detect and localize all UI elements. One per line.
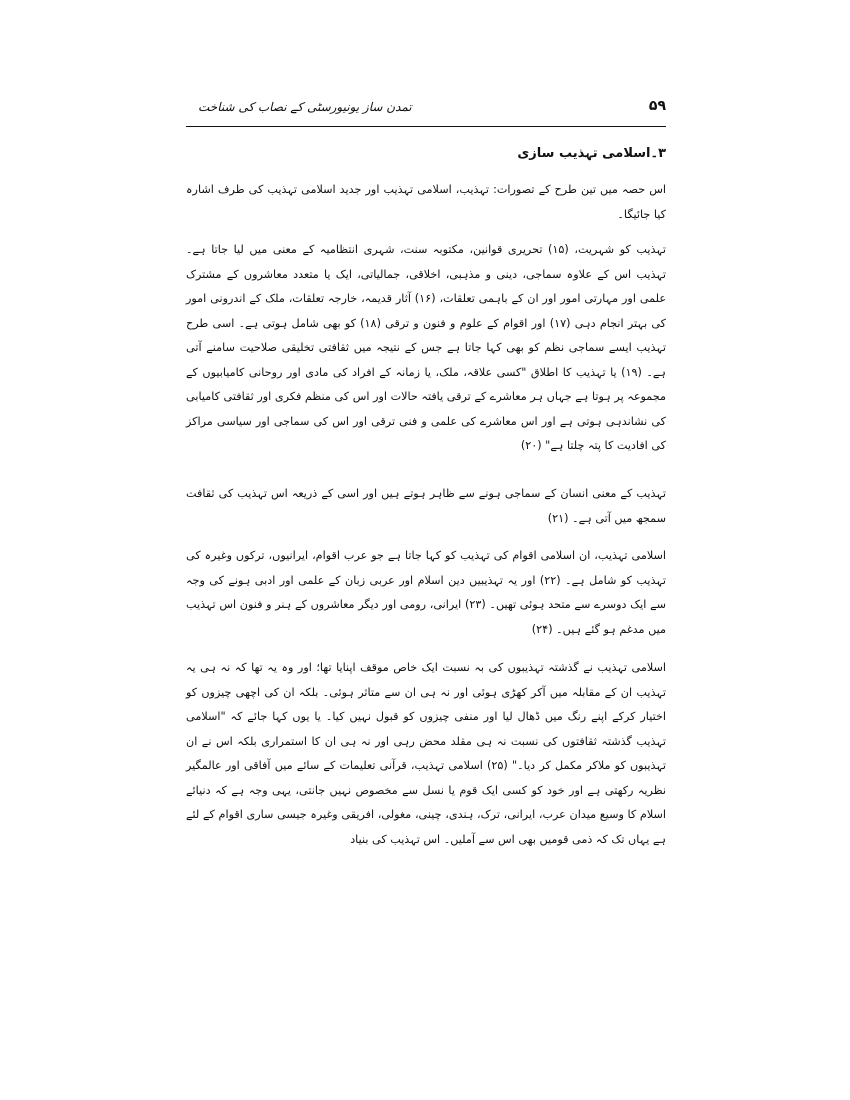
paragraph-islamic-stance: اسلامی تہذیب نے گذشتہ تہذیبوں کی بہ نسبت ایک خاص موقف اپنایا تھا؛ اور وہ یہ تھا کہ نہ ہی یہ تہذیب ان کے مقابلہ میں آکر کھڑی ہوئی اور نہ ہی ان سے متاثر ہوئی۔ بلکہ ان کی اچھی چیزوں کو اختیار کرکے اپنے رنگ میں ڈھال لیا اور منفی چیزوں کو قبول نہیں کیا۔ یا یوں کہا جائے کہ "اسلامی تہذیب گذشتہ ثقافتوں کی نسبت نہ ہی مقلد محض رہی اور نہ ہی ان کا استمراری بلکہ اس نے ان تہذیبوں کو ملاکر مکمل کر دیا۔" (۲۵) اسلامی تہذیب، قرآنی تعلیمات کے سائے میں آفاقی اور عالمگیر نظریہ رکھتی ہے اور خود کو کسی ایک قوم یا نسل سے مخصوص نہیں جانتی، یہی وجہ ہے کہ دنیائے اسلام کا وسیع میدان عرب، ایرانی، ترک، ہندی، چینی، مغولی، افریقی وغیرہ جیسی ساری اقوام کے لئے ہے یہاں تک کہ ذمی قومیں بھی اس سے آملیں۔ اس تہذیب کی بنیاد [186, 661, 666, 846]
running-title: تمدن ساز یونیورسٹی کے نصاب کی شناخت [198, 100, 412, 114]
paragraph-islamic-tahzeeb: اسلامی تہذیب، ان اسلامی اقوام کی تہذیب کو کہا جاتا ہے جو عرب اقوام، ایرانیوں، ترکوں وغیرہ کی تہذیب کو شامل ہے۔ (۲۲) اور یہ تہذیبیں دین اسلام اور عربی زبان کے علمی اور ادبی ہونے کی وجہ سے ایک دوسرے سے متحد ہوئی تھیں۔ (۲۳) ایرانی، رومی اور دیگر معاشروں کے ہنر و فنون اس تہذیب میں مدغم ہو گئے ہیں۔ (۲۴) [186, 549, 666, 636]
running-header [186, 96, 666, 127]
paragraph-tahzeeb-meaning: تہذیب کے معنی انسان کے سماجی ہونے سے ظاہر ہوتے ہیں اور اسی کے ذریعہ اس تہذیب کی ثقافت سمجھ میں آتی ہے۔ (۲۱) [186, 487, 666, 525]
paragraph-tahzeeb-definition: تہذیب کو شہریت، (۱۵) تحریری قوانین، مکتوبہ سنت، شہری انتظامیہ کے معنی میں لیا جاتا ہے۔ تہذیب اس کے علاوہ سماجی، دینی و مذہبی، اخلاقی، جمالیاتی، ایک یا متعدد معاشروں کے مشترک علمی اور مہارتی امور اور ان کے باہمی تعلقات، (۱۶) آثار قدیمہ، خارجہ تعلقات، ملک کے اندرونی امور کی بہتر انجام دہی (۱۷) اور اقوام کے علوم و فنون و ترقی (۱۸) کو بھی شامل ہوتی ہے۔ اسی طرح تہذیب ایسے سماجی نظم کو بھی کہا جاتا ہے جس کے نتیجہ میں ثقافتی تخلیقی صلاحیت سامنے آتی ہے۔ (۱۹) یا تہذیب کا اطلاق "کسی علاقہ، ملک، یا زمانہ کے افراد کی مادی اور روحانی کامیابیوں کے مجموعہ پر ہوتا ہے جہاں ہر معاشرے کے ترقی یافتہ حالات اور اس کی منظم فکری اور ثقافتی کامیابی کی نشاندہی ہوتی ہے اور اس معاشرے کی علمی و فنی ترقی اور اس کی سماجی اور سیاسی مراکز کی افادیت کا پتہ چلتا ہے" (۲۰) [186, 243, 667, 452]
page-number: ۵۹ [648, 98, 666, 114]
paragraph-intro: اس حصہ میں تین طرح کے تصورات: تہذیب، اسلامی تہذیب اور جدید اسلامی تہذیب کی طرف اشارہ کیا جائیگا۔ [186, 183, 666, 221]
section-heading: ۳۔اسلامی تہذیب سازی [517, 146, 666, 161]
